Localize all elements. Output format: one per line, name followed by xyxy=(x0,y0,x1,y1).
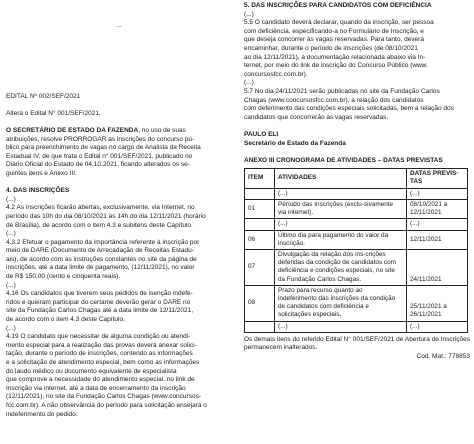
ellipsis: (...) xyxy=(6,195,16,203)
item-4-3-2: 4.3.2 Efetuar o pagamento da importância referente à inscrição por meio de DARE (Documento de Arrecadação de Receitas Estadu- ais), de acordo com as instruções constantes no site da página de inscrições, até a data limite de pagamento, (12/11/2021), no valor de R$ 150,00 (cento e cinquenta reais). xyxy=(6,238,200,281)
item-4-19: 4.19 O candidato que necessitar de alguma condição ou atendi- mento especial para a realização das provas deverá anexar solici- tação, durante o período de inscrições, contendo as informações e a solicitação de atendimento especial, bem como as informações do laudo médico ou documento equivalente de especialista que comprove a necessidade do atendimento especial, no link de Inscrição via internet, até a data de encerramento da inscrição (12/11/2021), no site da Fundação Carlos Chagas (www.concursos- fcc.com.br). A não observância do período para solicitação ensejará o indeferimento do pedido. xyxy=(6,333,207,418)
ellipsis: (...) xyxy=(6,230,16,238)
table-row xyxy=(245,188,468,199)
table-header-row xyxy=(245,169,468,188)
header-dates: DATAS PREVIS-TAS xyxy=(407,169,468,188)
section-4-title: 4. DAS INSCRIÇÕES xyxy=(6,187,70,195)
ellipsis: (...) xyxy=(244,79,254,87)
header-activities: ATIVIDADES xyxy=(275,169,407,188)
cell-activity: (...) xyxy=(275,219,407,230)
cell-date: 12/11/2021 xyxy=(407,230,468,249)
table-row xyxy=(245,285,468,321)
left-column xyxy=(6,0,232,419)
cell-activity: Último dia para pagamento do valor da inscrição. xyxy=(275,230,407,249)
cell-activity: (...) xyxy=(275,188,407,199)
ellipsis: (...) xyxy=(244,10,254,18)
item-4-2: 4.2 As inscrições ficarão abertas, exclusivamente, via Internet, no período das 10h do dia 08/10/2021 às 14h do dia 12/11/2021 (horário de Brasília), de acordo com o item 4.3 e subitens deste Capítulo. xyxy=(6,204,206,229)
cell-date: (...) xyxy=(407,321,468,332)
annex-title: ANEXO III CRONOGRAMA DE ATIVIDADES – DATAS PREVISTAS xyxy=(244,156,443,164)
cell-activity: Período das Inscrições (exclu-sivamente via internet). xyxy=(275,199,407,218)
item-4-16: 4.16 Os candidatos que tiverem seus pedidos de isenção indefe- ridos e queiram participar do certame deverão gerar o DARE no site da Fundação Carlos Chagas até a data limite de 12/11/2021, de acordo com o item 4.3 deste Capítulo. xyxy=(6,290,194,324)
cell-item: 01 xyxy=(245,199,275,218)
cell-item: 08 xyxy=(245,285,275,321)
cell-item: 06 xyxy=(245,230,275,249)
cell-item xyxy=(245,321,275,332)
signer-name: PAULO ELI xyxy=(244,130,279,138)
ellipsis: (...) xyxy=(6,324,16,332)
item-5-7: 5.7 No dia 24/11/2021 serão publicadas no site da Fundação Carlos Chagas (www.concursosfcc.com.br), a relação dos candidatos com deferimento das condições especiais solicitadas, bem a relação dos candidatos que concorrerão às vagas reservadas. xyxy=(244,87,454,121)
cell-item xyxy=(245,188,275,199)
top-ellipsis: ... xyxy=(116,22,122,29)
ellipsis: (...) xyxy=(6,281,16,289)
schedule-table xyxy=(244,168,468,332)
header-item: ITEM xyxy=(245,169,275,188)
intro-paragraph: O SECRETÁRIO DE ESTADO DA FAZENDA, no uso de suas atribuições, resolve PRORROGAR as inscrições do concurso pú- blico para preenchimento de vagas no cargo de Analista da Receita Estadual IV, de que trata o Edital n° 001/SEF/2021, publicado no Diário Oficial do Estado de 04.10.2021, ficando alterados os se- guintes itens e Anexo III: xyxy=(6,126,201,177)
cell-date: (...) xyxy=(407,219,468,230)
cell-date: 25/11/2021 a 26/11/2021 xyxy=(407,285,468,321)
cell-date: 08/10/2021 a 12/11/2021 xyxy=(407,199,468,218)
cell-activity: Prazo para recurso quanto ao indeferimento das inscrições da condição de candidatos com deficiência e solicitações especiais. xyxy=(275,285,407,321)
signer-title: Secretário de Estado da Fazenda xyxy=(244,139,346,147)
altera-line: Altera o Edital N° 001/SEF/2021. xyxy=(6,109,101,117)
table-row xyxy=(245,249,468,285)
closing-text: Os demais itens do referido Edital N° 001/SEF/2021 de Abertura de Inscrições permanecem inalterados. xyxy=(244,335,470,352)
item-5-5: 5.5 O candidato deverá declarar, quando da inscrição, ser pessoa com deficiência, especificando-a no Formulário de Inscrição, e que deseja concorrer às vagas reservadas. Para tanto, deverá encaminhar, durante o período de inscrições (de 08/10/2021 ao dia 12/11/2021), a documentação relacionada abaixo via In- ternet, por meio do link de inscrição do Concurso Público (www. concursosfcc.com.br). xyxy=(244,19,434,78)
table-row xyxy=(245,219,468,230)
cell-item xyxy=(245,219,275,230)
cell-activity: (...) xyxy=(275,321,407,332)
table-row xyxy=(245,321,468,332)
cell-date: (...) xyxy=(407,188,468,199)
cell-date: 24/11/2021 xyxy=(407,249,468,285)
cell-item: 07 xyxy=(245,249,275,285)
secretario-title: O SECRETÁRIO DE ESTADO DA FAZENDA xyxy=(6,126,139,134)
cell-activity: Divulgação da relação dos ins-crições deferidas da condição de candidatos com deficiência e condições especiais, no site da Fundação Carlos Chagas. xyxy=(275,249,407,285)
table-row xyxy=(245,230,468,249)
cod-mat: Cod. Mat.: 778853 xyxy=(416,352,470,360)
right-column xyxy=(244,0,470,362)
edital-number: EDITAL Nº 002/SEF/2021 xyxy=(6,92,81,100)
section-5-title: 5. DAS INSCRIÇÕES PARA CANDIDATOS COM DEFICIÊNCIA xyxy=(244,2,432,9)
table-row xyxy=(245,199,468,218)
